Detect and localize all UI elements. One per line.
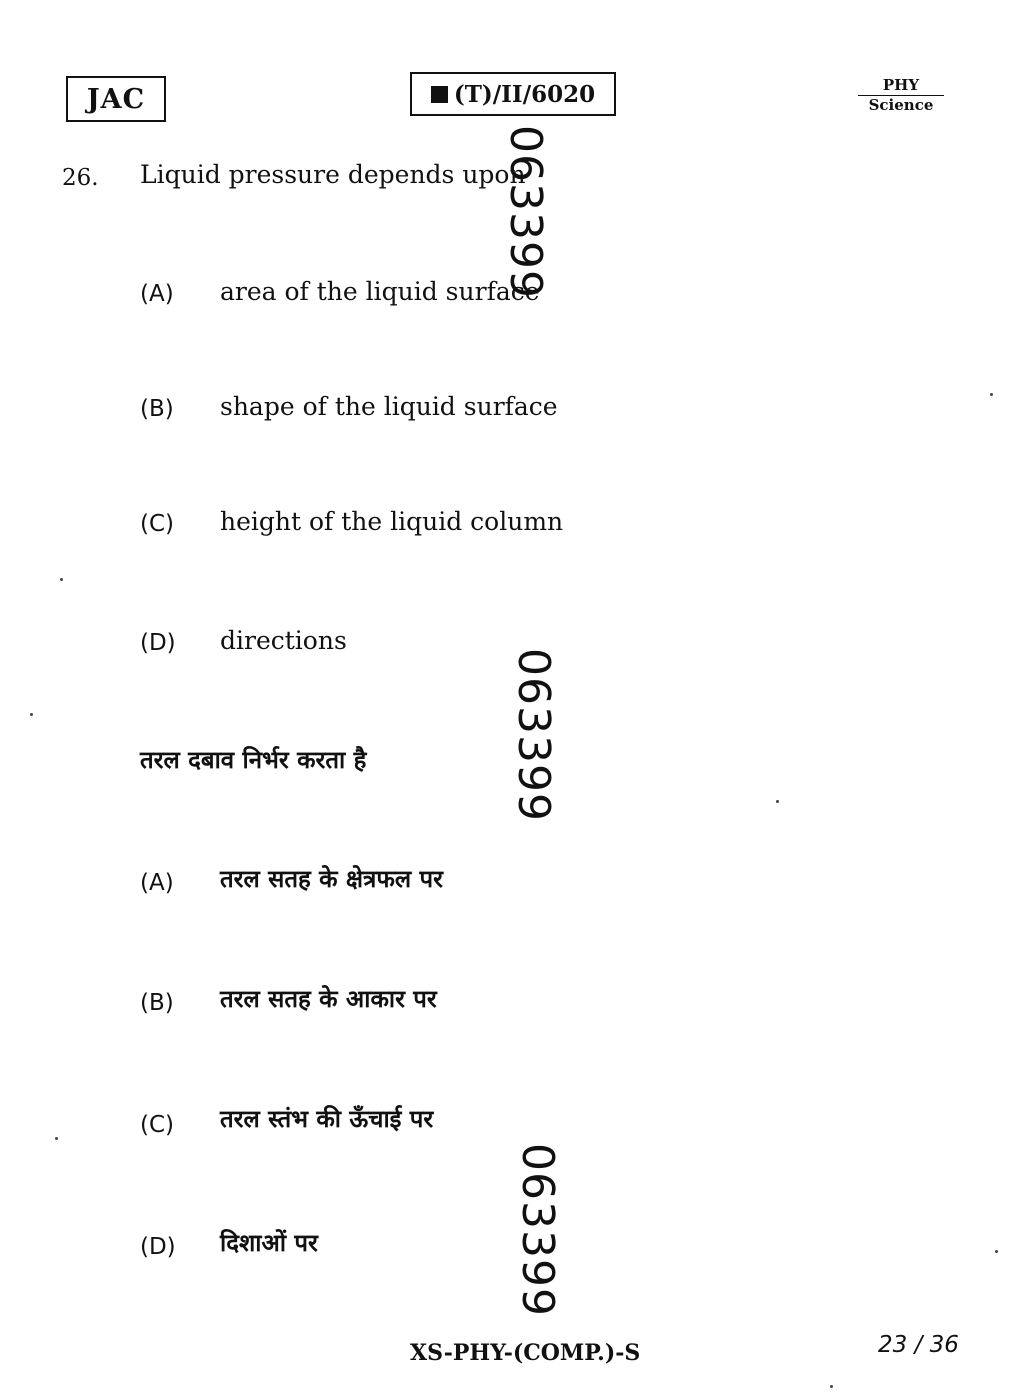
option-label-a-hi: (A) [140,870,174,896]
option-label-a-en: (A) [140,281,174,307]
option-text-d-en: directions [220,626,347,655]
option-text-d-hi: दिशाओं पर [220,1229,318,1257]
option-text-c-hi: तरल स्तंभ की ऊँचाई पर [220,1105,434,1133]
board-label: JAC [66,76,166,122]
question-number: 26. [62,165,99,191]
option-text-b-hi: तरल सतह के आकार पर [220,985,437,1013]
option-text-b-en: shape of the liquid surface [220,392,558,421]
page-number: 23 / 36 [878,1332,959,1358]
paper-code-box [410,72,616,116]
subject-top: PHY [858,77,944,96]
scan-speck [55,1137,58,1140]
scan-speck [776,800,779,803]
question-text-hi: तरल दबाव निर्भर करता है [140,746,367,774]
scan-speck [830,1385,833,1388]
option-text-c-en: height of the liquid column [220,507,564,536]
scan-speck [995,1250,998,1253]
scan-speck [30,713,33,716]
subject-bottom: Science [868,96,934,114]
option-text-a-hi: तरल सतह के क्षेत्रफल पर [220,865,443,893]
option-label-c-hi: (C) [140,1112,175,1138]
serial-stamp-1: 063399 [500,125,551,299]
option-label-b-en: (B) [140,396,174,422]
serial-stamp-2: 063399 [508,648,559,822]
option-label-b-hi: (B) [140,990,174,1016]
scan-speck [60,578,63,581]
footer-code: XS-PHY-(COMP.)-S [410,1340,641,1366]
option-label-d-en: (D) [140,630,176,656]
paper-code: (T)/II/6020 [453,80,596,108]
option-text-a-en: area of the liquid surface [220,277,540,306]
scan-speck [990,393,993,396]
subject-label [858,77,944,114]
option-label-d-hi: (D) [140,1234,176,1260]
serial-stamp-3: 063399 [512,1143,563,1317]
question-text-en: Liquid pressure depends upon [140,160,526,189]
option-label-c-en: (C) [140,511,175,537]
square-bullet-icon [431,86,448,103]
